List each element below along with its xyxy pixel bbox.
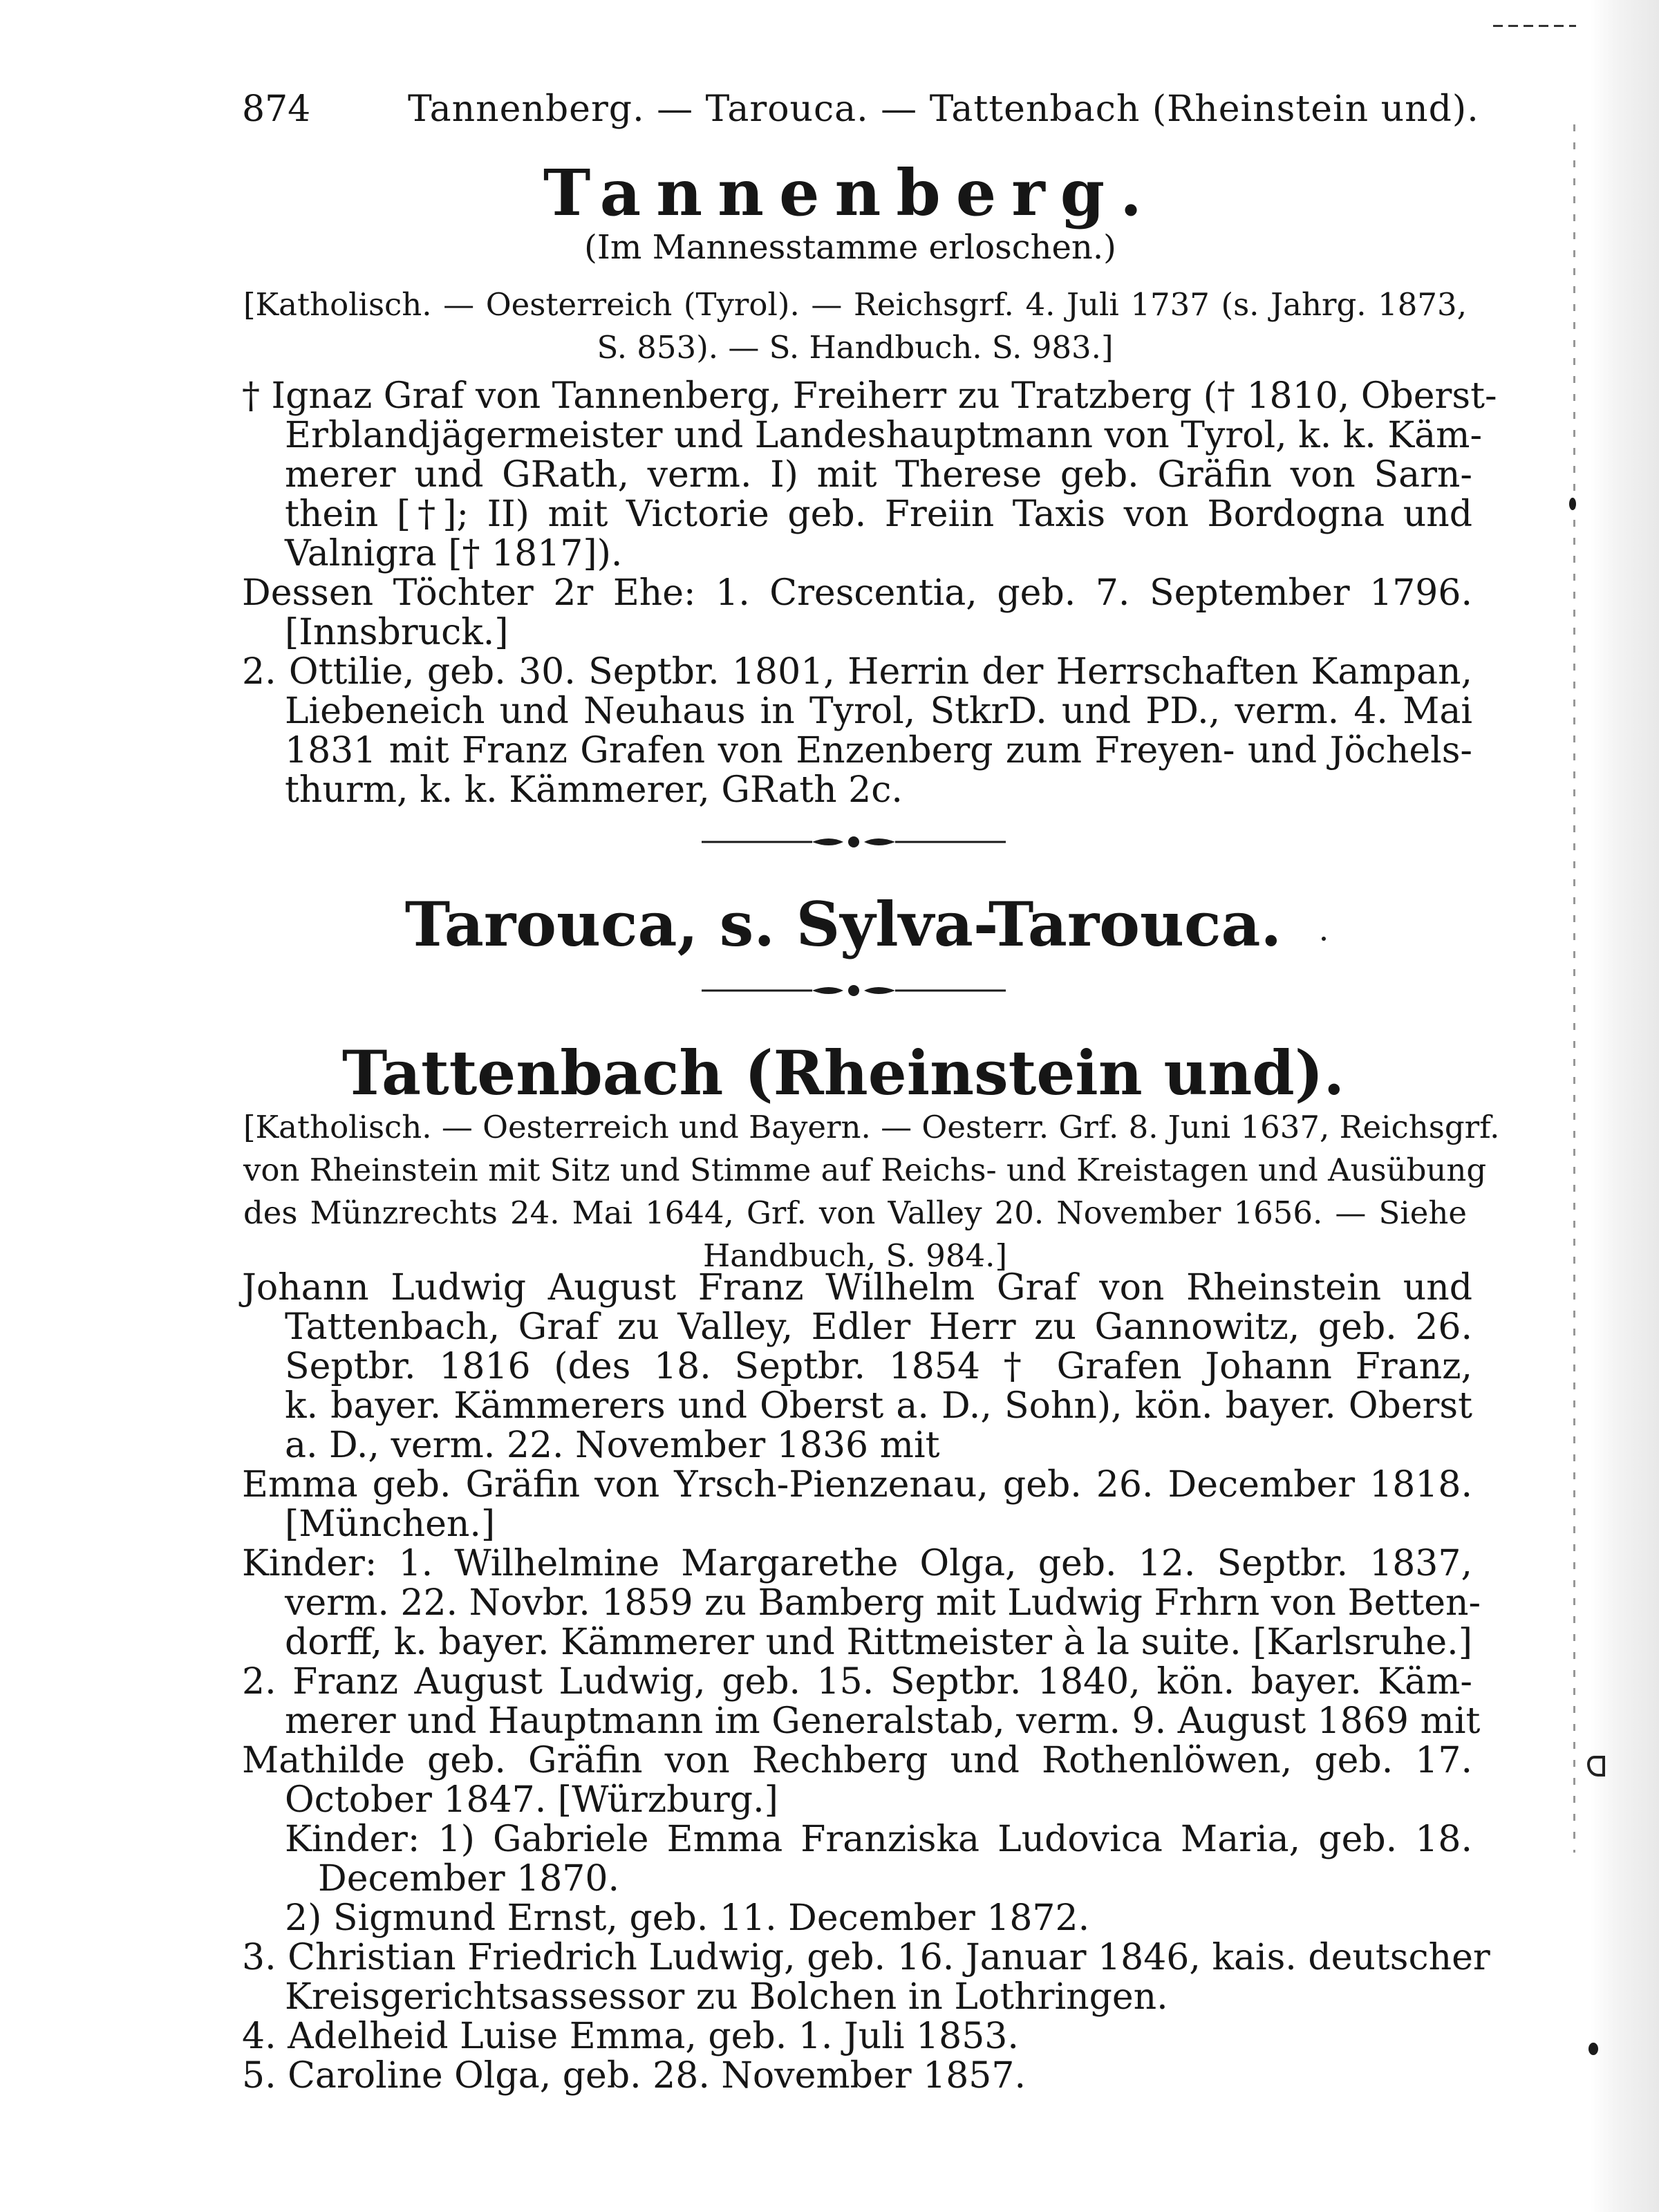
entry-line: verm. 22. Novbr. 1859 zu Bamberg mit Ludwig Frhrn von Betten- — [285, 1582, 1481, 1624]
scan-speck — [1588, 2043, 1598, 2055]
bracket-line: Handbuch, S. 984.] — [702, 1237, 1008, 1274]
entry-line: 2) Sigmund Ernst, geb. 11. December 1872. — [285, 1897, 1090, 1939]
page-number: 874 — [242, 88, 311, 130]
entry-line: Valnigra [† 1817]). — [285, 533, 623, 574]
entry-line: 3. Christian Friedrich Ludwig, geb. 16. Januar 1846, kais. deutscher — [242, 1937, 1490, 1978]
entry-line: † Ignaz Graf von Tannenberg, Freiherr zu Tratzberg († 1810, Oberst- — [242, 375, 1497, 417]
entry-line: Kinder: 1. Wilhelmine Margarethe Olga, geb. 12. Septbr. 1837, — [242, 1543, 1472, 1584]
entry-line: October 1847. [Würzburg.] — [285, 1779, 778, 1821]
entry-line: Tattenbach, Graf zu Valley, Edler Herr zu Gannowitz, geb. 26. — [285, 1306, 1472, 1348]
entry-line: 5. Caroline Olga, geb. 28. November 1857. — [242, 2055, 1026, 2097]
entry-line: thein [†]; II) mit Victorie geb. Freiin Taxis von Bordogna und — [285, 494, 1472, 535]
running-head — [242, 82, 1479, 137]
entry-line: 2. Franz August Ludwig, geb. 15. Septbr. 1840, kön. bayer. Käm- — [242, 1661, 1472, 1703]
entry-line: 2. Ottilie, geb. 30. Septbr. 1801, Herrin der Herrschaften Kampan, — [242, 651, 1472, 693]
entry-line: Septbr. 1816 (des 18. Septbr. 1854 † Grafen Johann Franz, — [285, 1346, 1472, 1387]
tattenbach-entries — [242, 1267, 1490, 2097]
entry-line: December 1870. — [318, 1858, 619, 1900]
section-heading-tannenberg: Tannenberg. — [543, 156, 1158, 230]
entry-line: merer und Hauptmann im Generalstab, verm. 9. August 1869 mit — [285, 1700, 1481, 1742]
entry-line: Johann Ludwig August Franz Wilhelm Graf von Rheinstein und — [242, 1267, 1472, 1309]
entry-line: Emma geb. Gräfin von Yrsch-Pienzenau, geb. 26. December 1818. — [242, 1464, 1472, 1506]
tannenberg-entries — [242, 375, 1497, 811]
ornamental-divider — [702, 984, 1006, 997]
entry-line: Dessen Töchter 2r Ehe: 1. Crescentia, geb. 7. September 1796. — [242, 572, 1472, 614]
bracket-line: [Katholisch. — Oesterreich (Tyrol). — Reichsgrf. 4. Juli 1737 (s. Jahrg. 1873, — [243, 286, 1467, 323]
entry-line: k. bayer. Kämmerers und Oberst a. D., Sohn), kön. bayer. Oberst — [285, 1385, 1472, 1427]
entry-line: Liebeneich und Neuhaus in Tyrol, StkrD. und PD., verm. 4. Mai — [285, 691, 1472, 732]
section-heading-tattenbach: Tattenbach (Rheinstein und). — [341, 1037, 1345, 1109]
entry-line: dorff, k. bayer. Kämmerer und Rittmeister à la suite. [Karlsruhe.] — [285, 1622, 1472, 1663]
entry-line: a. D., verm. 22. November 1836 mit — [285, 1425, 940, 1466]
tannenberg-bracket-note — [243, 283, 1467, 369]
bracket-line: [Katholisch. — Oesterreich und Bayern. — Oesterr. Grf. 8. Juni 1637, Reichsgrf. — [243, 1109, 1500, 1145]
running-title: Tannenberg. — Tarouca. — Tattenbach (Rheinstein und). — [408, 88, 1479, 130]
bracket-line: von Rheinstein mit Sitz und Stimme auf Reichs- und Kreistagen und Ausübung — [243, 1152, 1487, 1188]
entry-line: 4. Adelheid Luise Emma, geb. 1. Juli 1853. — [242, 2016, 1019, 2057]
entry-line: thurm, k. k. Kämmerer, GRath 2c. — [285, 769, 903, 811]
section-subtitle-tannenberg: (Im Mannesstamme erloschen.) — [584, 228, 1116, 267]
entry-line: 1831 mit Franz Grafen von Enzenberg zum Freyen- und Jöchels- — [285, 730, 1472, 771]
scan-artifact-rule — [1493, 25, 1576, 27]
entry-line: Erblandjägermeister und Landeshauptmann von Tyrol, k. k. Käm- — [285, 415, 1483, 456]
entry-line: Mathilde geb. Gräfin von Rechberg und Rothenlöwen, geb. 17. — [242, 1740, 1472, 1781]
gutter-shadow — [1573, 124, 1575, 1853]
entry-line: [Innsbruck.] — [285, 612, 509, 653]
scan-speck — [1569, 498, 1576, 510]
entry-line: merer und GRath, verm. I) mit Therese geb. Gräfin von Sarn- — [285, 454, 1472, 496]
bracket-line: des Münzrechts 24. Mai 1644, Grf. von Valley 20. November 1656. — Siehe — [243, 1194, 1467, 1231]
entry-line: Kreisgerichtsassessor zu Bolchen in Lothringen. — [285, 1976, 1168, 2018]
entry-line: Kinder: 1) Gabriele Emma Franziska Ludovica Maria, geb. 18. — [285, 1819, 1472, 1860]
bracket-line: S. 853). — S. Handbuch. S. 983.] — [597, 329, 1114, 366]
entry-line: [München.] — [285, 1503, 496, 1545]
ornamental-divider — [702, 835, 1006, 849]
section-heading-tarouca: Tarouca, s. Sylva-Tarouca. — [404, 888, 1282, 960]
tattenbach-bracket-note — [243, 1106, 1500, 1277]
